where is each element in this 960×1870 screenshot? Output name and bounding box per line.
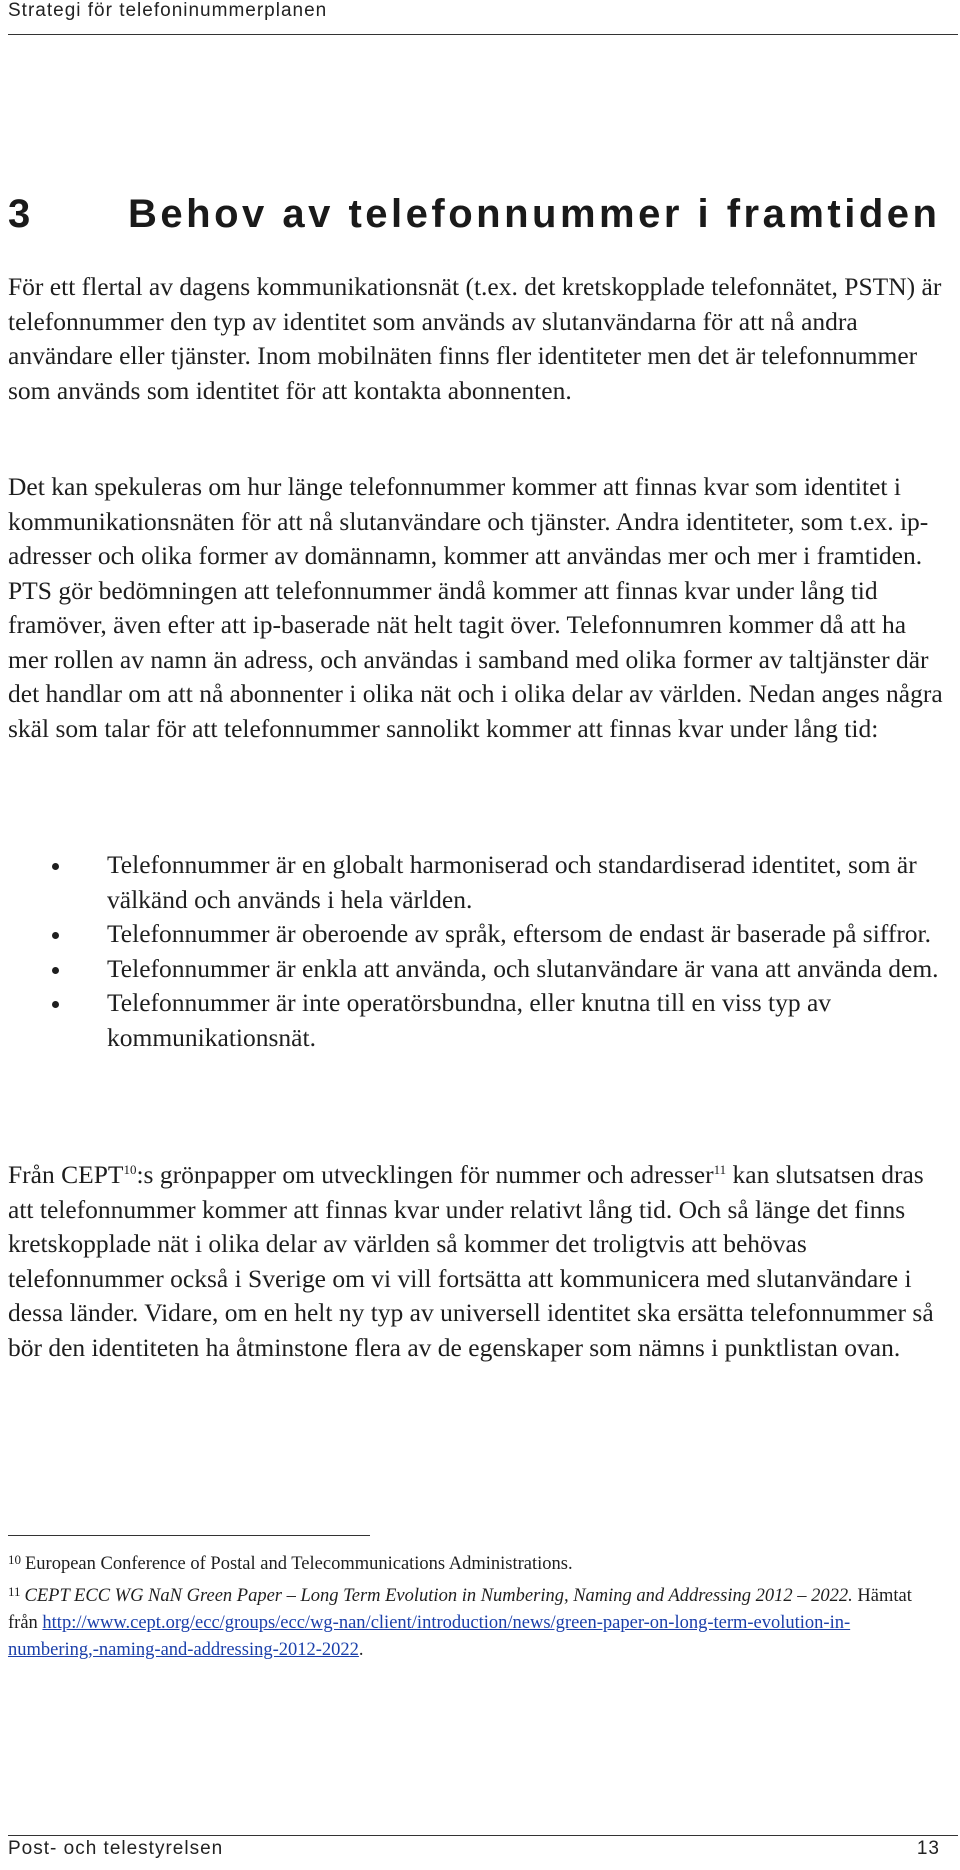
- paragraph-3-text: Från CEPT: [8, 1160, 124, 1189]
- bullet-icon: [52, 1001, 59, 1008]
- list-item-text: Telefonnummer är enkla att använda, och slutanvändare är vana att använda dem.: [107, 953, 939, 983]
- footnote-divider: [8, 1535, 370, 1536]
- footnote-11: [8, 1578, 938, 1664]
- bullet-icon: [52, 967, 59, 974]
- list-item: [8, 986, 943, 1055]
- footnote-link[interactable]: http://www.cept.org/ecc/groups/ecc/wg-nan/client/introduction/news/green-paper-on-long-term-evolution-in-numbering,-naming-and-addressing-2012-2022: [8, 1613, 851, 1660]
- chapter-heading: [8, 192, 940, 237]
- footnote-text: European Conference of Postal and Telecommunications Administrations.: [25, 1554, 573, 1574]
- page-number: 13: [916, 1838, 940, 1859]
- header-divider: [8, 34, 958, 35]
- footer-divider: [8, 1835, 958, 1836]
- list-item-text: Telefonnummer är oberoende av språk, eftersom de endast är baserade på siffror.: [107, 919, 932, 948]
- footnote-ref-11[interactable]: 11: [713, 1162, 727, 1177]
- bullet-icon: [52, 863, 59, 870]
- footnote-ref-10[interactable]: 10: [123, 1162, 137, 1177]
- footnote-source-title: CEPT ECC WG NaN Green Paper – Long Term Evolution in Numbering, Naming and Addressing 2012 – 2022.: [24, 1586, 853, 1606]
- reasons-list: [8, 848, 943, 1055]
- footnote-end: .: [358, 1640, 364, 1660]
- paragraph-3-text: kan slutsatsen dras att telefonnummer kommer att finnas kvar under relativt lång tid. Och så länge det finns kretskopplade nät i olika delar av världen så kommer det troligtvis att behövas telefonnummer också i Sverige om vi vill fortsätta att kommunicera med slutanvändare i dessa länder. Vidare, om en helt ny typ av universell identitet ska ersätta telefonnummer så bör den identiteten ha åtminstone flera av de egenskaper som nämns i punktlistan ovan.: [8, 1160, 934, 1362]
- paragraph-3: [8, 1158, 943, 1365]
- footnote-10: [8, 1546, 938, 1578]
- chapter-number: 3: [8, 192, 34, 236]
- list-item: [8, 848, 943, 917]
- paragraph-1: För ett flertal av dagens kommunikationsnät (t.ex. det kretskopplade telefonnätet, PSTN) är telefonnummer den typ av identitet som används av slutanvändarna för att nå andra användare eller tjänster. Inom mobilnäten finns fler identiteter men det är telefonnummer som används som identitet för att kontakta abonnenten.: [8, 272, 942, 405]
- paragraph-3-text: :s grönpapper om utvecklingen för nummer och adresser: [136, 1160, 714, 1189]
- bullet-icon: [52, 932, 59, 939]
- list-item-text: Telefonnummer är en globalt harmoniserad och standardiserad identitet, som är välkänd och används i hela världen.: [107, 850, 917, 914]
- list-item: [8, 952, 943, 987]
- footnotes: [8, 1546, 938, 1664]
- list-item: [8, 917, 943, 952]
- footer-organization: Post- och telestyrelsen: [8, 1838, 224, 1859]
- paragraph-2: Det kan spekuleras om hur länge telefonnummer kommer att finnas kvar som identitet i kommunikationsnäten för att nå slutanvändare och tjänster. Andra identiteter, som t.ex. ip-adresser och olika former av domännamn, kommer att användas mer och mer i framtiden. PTS gör bedömningen att telefonnummer ändå kommer att finnas kvar under lång tid framöver, även efter att ip-baserade nät helt tagit över. Telefonnumren kommer då att ha mer rollen av namn än adress, och användas i samband med olika former av taltjänster där det handlar om att nå abonnenter i olika nät och i olika delar av världen. Nedan anges några skäl som talar för att telefonnummer sannolikt kommer att finnas kvar under lång tid:: [8, 472, 943, 743]
- footnote-text: Hämtat från: [8, 1586, 912, 1633]
- footnote-number: 11: [8, 1584, 21, 1599]
- footnote-number: 10: [8, 1552, 21, 1567]
- running-header: Strategi för telefoninummerplanen: [8, 0, 328, 21]
- chapter-title: Behov av telefonnummer i framtiden: [128, 192, 941, 236]
- list-item-text: Telefonnummer är inte operatörsbundna, eller knutna till en viss typ av kommunikationsnät.: [107, 988, 832, 1052]
